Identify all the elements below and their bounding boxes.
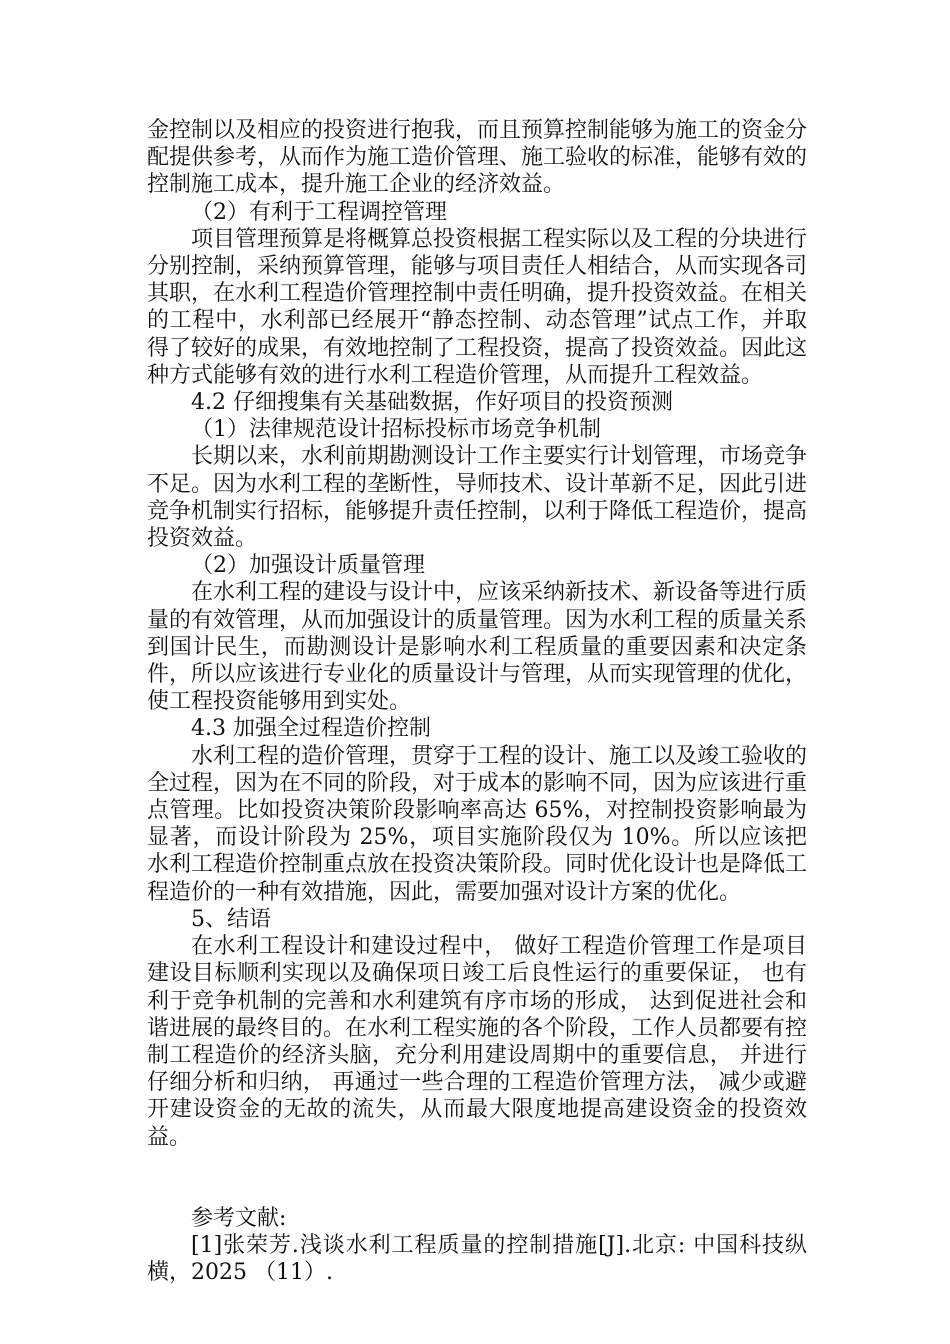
paragraph-3: 长期以来，水利前期勘测设计工作主要实行计划管理，市场竞争不足。因为水利工程的垄断性，导师技术、设计革新不足，因此引进竞争机制实行招标，能够提升责任控制，以利于降低工程造价，提高投资效益。 xyxy=(147,444,808,552)
section-heading: 4.2 仔细搜集有关基础数据，作好项目的投资预测 xyxy=(191,390,673,416)
paragraph-6: 在水利工程设计和建设过程中， 做好工程造价管理工作是项目建设目标顺利实现以及确保项日竣工后良性运行的重要保证， 也有利于竞争机制的完善和水利建筑有序市场的形成， 达到促进社会和谐进展的最终目的。在水利工程实施的各个阶段，工作人员都要有控制工程造价的经济头脑，充分利用建设周期中的重要信息， 并进行仔细分析和归纳， 再通过一些合理的工程造价管理方法， 减少或避开建设资金的无故的流失，从而最大限度地提高建设资金的投资效益。 xyxy=(147,934,808,1150)
paragraph-4: 在水利工程的建设与设计中，应该采纳新技术、新设备等进行质量的有效管理，从而加强设计的质量管理。因为水利工程的质量关系到国计民生，而勘测设计是影响水利工程质量的重要因素和决定条件，所以应该进行专业化的质量设计与管理，从而实现管理的优化，使工程投资能够用到实处。 xyxy=(147,580,808,715)
section-heading: 4.3 加强全过程造价控制 xyxy=(191,716,431,742)
reference-item: [1]张荣芳.浅谈水利工程质量的控制措施[J].北京: 中国科技纵横，2025 （11）. xyxy=(147,1232,807,1286)
section-heading: 5、结语 xyxy=(191,906,271,932)
section-heading: （2）加强设计质量管理 xyxy=(191,553,425,579)
section-heading: （1）法律规范设计招标投标市场竞争机制 xyxy=(191,417,601,443)
paragraph-5: 水利工程的造价管理，贯穿于工程的设计、施工以及竣工验收的全过程，因为在不同的阶段，对于成本的影响不同，因为应该进行重点管理。比如投资决策阶段影响率高达 65%，对控制投资影响最为显著，而设计阶段为 25%，项目实施阶段仅为 10%。所以应该把水利工程造价控制重点放在投资决策阶段。同时优化设计也是降低工程造价的一种有效措施，因此，需要加强对设计方案的优化。 xyxy=(147,743,808,905)
paragraph-2: 项目管理预算是将概算总投资根据工程实际以及工程的分块进行分别控制，采纳预算管理，能够与项目责任人相结合，从而实现各司其职，在水利工程造价管理控制中责任明确，提升投资效益。在相关的工程中，水利部已经展开“静态控制、动态管理”试点工作，并取得了较好的成果，有效地控制了工程投资，提高了投资效益。因此这种方式能够有效的进行水利工程造价管理，从而提升工程效益。 xyxy=(147,226,808,388)
references-title: 参考文献: xyxy=(191,1205,287,1231)
document-page xyxy=(147,117,807,1286)
spacer xyxy=(147,1151,807,1205)
paragraph-1: 金控制以及相应的投资进行抱我，而且预算控制能够为施工的资金分配提供参考，从而作为施工造价管理、施工验收的标准，能够有效的控制施工成本，提升施工企业的经济效益。 xyxy=(147,118,808,198)
section-heading: （2）有利于工程调控管理 xyxy=(191,199,447,225)
